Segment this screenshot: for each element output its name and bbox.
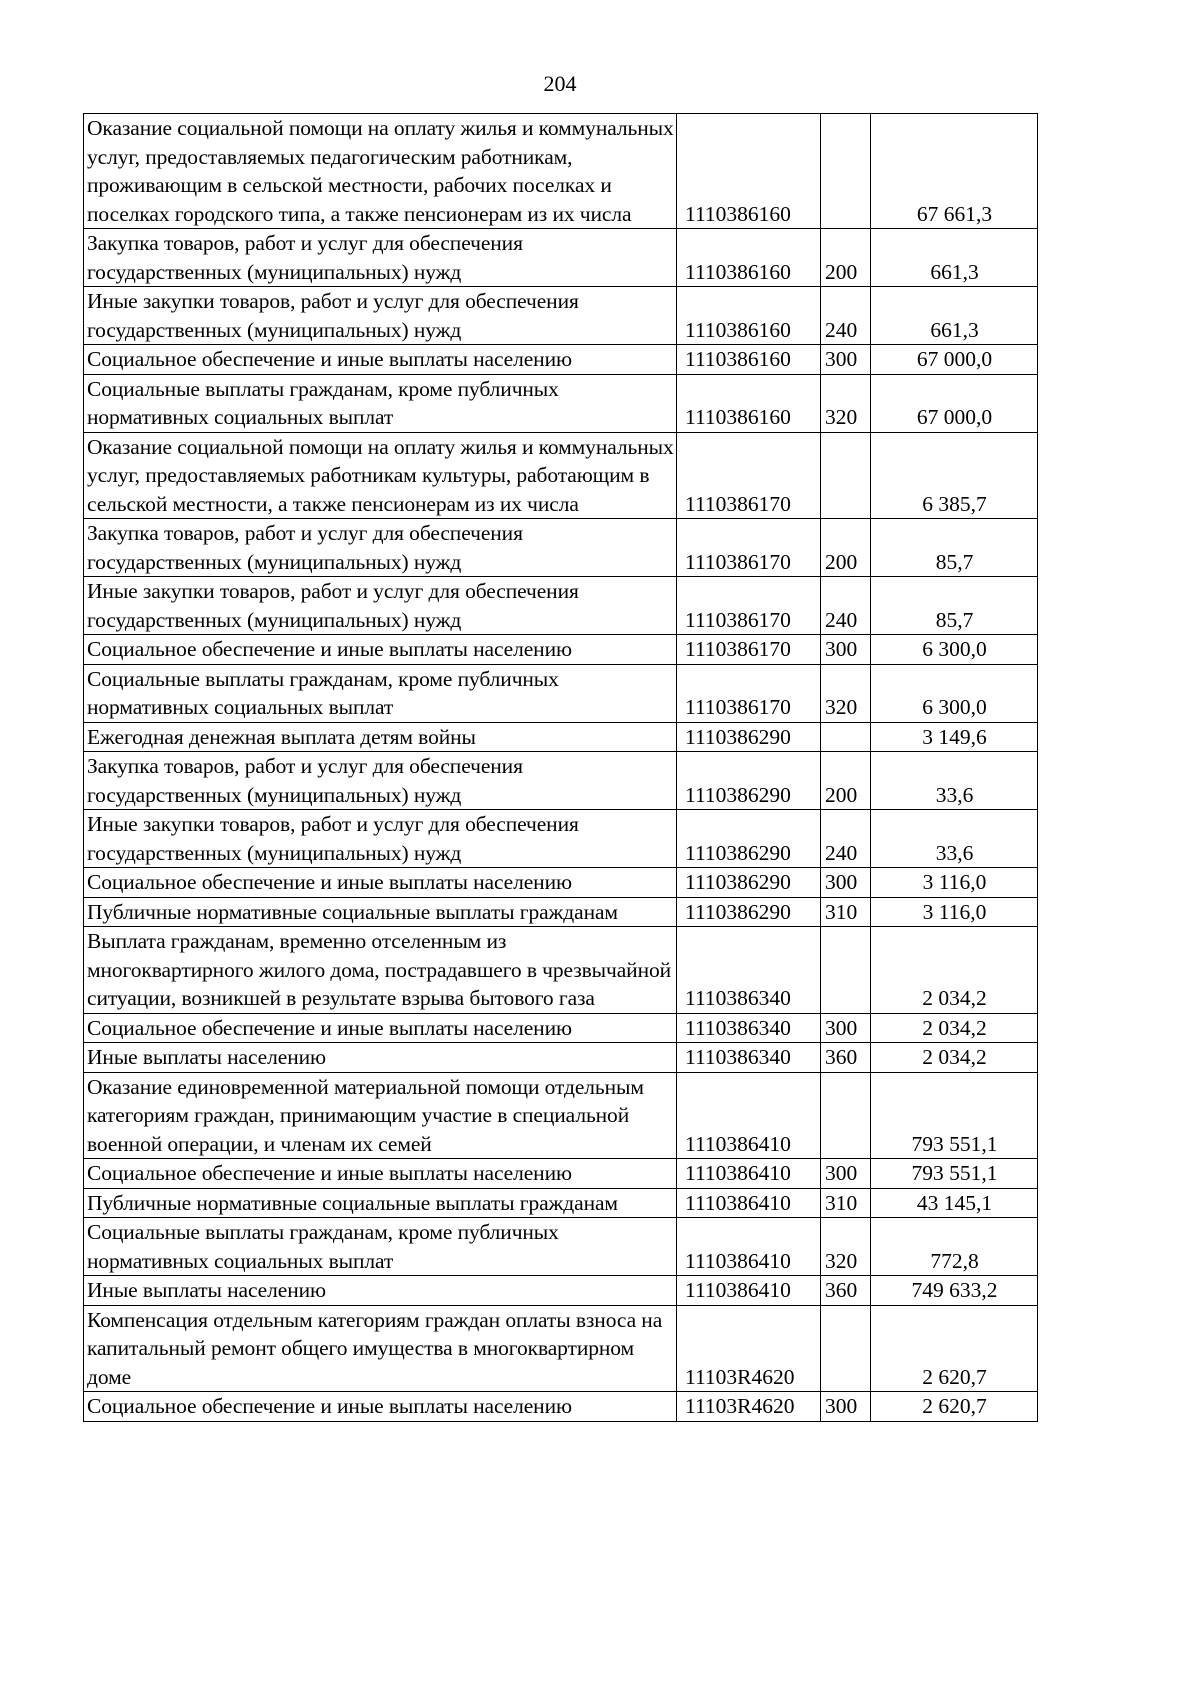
table-row	[84, 345, 1038, 375]
expense-name-cell: Оказание социальной помощи на оплату жилья и коммунальных услуг, предоставляемых работникам культуры, работающим в сельской местности, а также пенсионерам из их числа	[84, 432, 677, 519]
amount-cell: 2 620,7	[871, 1392, 1038, 1422]
target-article-code-cell: 1110386160	[677, 374, 821, 432]
expense-name-cell: Закупка товаров, работ и услуг для обеспечения государственных (муниципальных) нужд	[84, 229, 677, 287]
expense-type-code-cell: 300	[821, 1159, 871, 1189]
expense-name-cell: Иные закупки товаров, работ и услуг для обеспечения государственных (муниципальных) нужд	[84, 810, 677, 868]
expense-type-code-cell	[821, 114, 871, 229]
target-article-code-cell: 11103R4620	[677, 1305, 821, 1392]
table-row	[84, 1043, 1038, 1073]
expense-name-cell: Иные закупки товаров, работ и услуг для обеспечения государственных (муниципальных) нужд	[84, 287, 677, 345]
amount-cell: 3 116,0	[871, 868, 1038, 898]
target-article-code-cell: 1110386290	[677, 752, 821, 810]
budget-table-body	[84, 114, 1038, 1422]
target-article-code-cell: 1110386160	[677, 114, 821, 229]
expense-name-cell: Социальное обеспечение и иные выплаты населению	[84, 345, 677, 375]
expense-type-code-cell: 200	[821, 752, 871, 810]
table-row	[84, 432, 1038, 519]
table-row	[84, 868, 1038, 898]
target-article-code-cell: 1110386160	[677, 345, 821, 375]
expense-name-cell: Социальное обеспечение и иные выплаты населению	[84, 1392, 677, 1422]
table-row	[84, 229, 1038, 287]
expense-type-code-cell: 300	[821, 1013, 871, 1043]
expense-type-code-cell: 300	[821, 868, 871, 898]
expense-type-code-cell: 200	[821, 519, 871, 577]
expense-type-code-cell: 200	[821, 229, 871, 287]
expense-type-code-cell	[821, 927, 871, 1014]
amount-cell: 85,7	[871, 519, 1038, 577]
table-row	[84, 287, 1038, 345]
expense-name-cell: Социальное обеспечение и иные выплаты населению	[84, 1159, 677, 1189]
expense-type-code-cell: 360	[821, 1043, 871, 1073]
table-row	[84, 519, 1038, 577]
target-article-code-cell: 1110386160	[677, 229, 821, 287]
amount-cell: 2 620,7	[871, 1305, 1038, 1392]
table-row	[84, 722, 1038, 752]
amount-cell: 793 551,1	[871, 1072, 1038, 1159]
table-row	[84, 810, 1038, 868]
expense-name-cell: Оказание социальной помощи на оплату жилья и коммунальных услуг, предоставляемых педагогическим работникам, проживающим в сельской местности, рабочих поселках и поселках городского типа, а также пенсионерам из их числа	[84, 114, 677, 229]
target-article-code-cell: 1110386160	[677, 287, 821, 345]
table-row	[84, 897, 1038, 927]
expense-name-cell: Социальные выплаты гражданам, кроме публичных нормативных социальных выплат	[84, 374, 677, 432]
amount-cell: 2 034,2	[871, 1013, 1038, 1043]
expense-type-code-cell: 240	[821, 287, 871, 345]
target-article-code-cell: 1110386410	[677, 1159, 821, 1189]
expense-type-code-cell: 300	[821, 1392, 871, 1422]
table-row	[84, 1218, 1038, 1276]
target-article-code-cell: 11103R4620	[677, 1392, 821, 1422]
target-article-code-cell: 1110386290	[677, 897, 821, 927]
target-article-code-cell: 1110386410	[677, 1188, 821, 1218]
expense-type-code-cell: 320	[821, 1218, 871, 1276]
amount-cell: 43 145,1	[871, 1188, 1038, 1218]
expense-name-cell: Социальные выплаты гражданам, кроме публичных нормативных социальных выплат	[84, 1218, 677, 1276]
expense-name-cell: Компенсация отдельным категориям граждан оплаты взноса на капитальный ремонт общего имущества в многоквартирном доме	[84, 1305, 677, 1392]
target-article-code-cell: 1110386170	[677, 664, 821, 722]
amount-cell: 67 000,0	[871, 374, 1038, 432]
expense-name-cell: Выплата гражданам, временно отселенным из многоквартирного жилого дома, пострадавшего в чрезвычайной ситуации, возникшей в результате взрыва бытового газа	[84, 927, 677, 1014]
table-row	[84, 752, 1038, 810]
expense-name-cell: Публичные нормативные социальные выплаты гражданам	[84, 897, 677, 927]
table-row	[84, 1276, 1038, 1306]
expense-name-cell: Ежегодная денежная выплата детям войны	[84, 722, 677, 752]
table-row	[84, 927, 1038, 1014]
amount-cell: 85,7	[871, 577, 1038, 635]
amount-cell: 33,6	[871, 810, 1038, 868]
table-row	[84, 635, 1038, 665]
page-number: 204	[543, 71, 577, 96]
target-article-code-cell: 1110386410	[677, 1276, 821, 1306]
amount-cell: 2 034,2	[871, 1043, 1038, 1073]
table-row	[84, 1305, 1038, 1392]
expense-type-code-cell	[821, 1305, 871, 1392]
expense-type-code-cell	[821, 432, 871, 519]
expense-type-code-cell: 310	[821, 1188, 871, 1218]
amount-cell: 6 300,0	[871, 664, 1038, 722]
expense-type-code-cell: 300	[821, 345, 871, 375]
expense-name-cell: Закупка товаров, работ и услуг для обеспечения государственных (муниципальных) нужд	[84, 519, 677, 577]
target-article-code-cell: 1110386340	[677, 1013, 821, 1043]
expense-name-cell: Иные выплаты населению	[84, 1276, 677, 1306]
expense-type-code-cell: 240	[821, 577, 871, 635]
amount-cell: 661,3	[871, 229, 1038, 287]
target-article-code-cell: 1110386170	[677, 519, 821, 577]
expense-type-code-cell	[821, 722, 871, 752]
table-row	[84, 577, 1038, 635]
target-article-code-cell: 1110386340	[677, 1043, 821, 1073]
table-row	[84, 1392, 1038, 1422]
expense-name-cell: Иные закупки товаров, работ и услуг для обеспечения государственных (муниципальных) нужд	[84, 577, 677, 635]
target-article-code-cell: 1110386170	[677, 432, 821, 519]
expense-name-cell: Закупка товаров, работ и услуг для обеспечения государственных (муниципальных) нужд	[84, 752, 677, 810]
expense-name-cell: Иные выплаты населению	[84, 1043, 677, 1073]
expense-type-code-cell: 310	[821, 897, 871, 927]
amount-cell: 67 000,0	[871, 345, 1038, 375]
amount-cell: 6 300,0	[871, 635, 1038, 665]
amount-cell: 33,6	[871, 752, 1038, 810]
expense-type-code-cell: 320	[821, 664, 871, 722]
expense-type-code-cell	[821, 1072, 871, 1159]
table-row	[84, 1159, 1038, 1189]
expense-name-cell: Социальные выплаты гражданам, кроме публичных нормативных социальных выплат	[84, 664, 677, 722]
expense-name-cell: Социальное обеспечение и иные выплаты населению	[84, 635, 677, 665]
target-article-code-cell: 1110386410	[677, 1218, 821, 1276]
amount-cell: 661,3	[871, 287, 1038, 345]
amount-cell: 3 116,0	[871, 897, 1038, 927]
amount-cell: 749 633,2	[871, 1276, 1038, 1306]
target-article-code-cell: 1110386410	[677, 1072, 821, 1159]
expense-name-cell: Социальное обеспечение и иные выплаты населению	[84, 1013, 677, 1043]
amount-cell: 772,8	[871, 1218, 1038, 1276]
target-article-code-cell: 1110386170	[677, 577, 821, 635]
target-article-code-cell: 1110386340	[677, 927, 821, 1014]
expense-name-cell: Публичные нормативные социальные выплаты гражданам	[84, 1188, 677, 1218]
table-row	[84, 114, 1038, 229]
target-article-code-cell: 1110386290	[677, 722, 821, 752]
amount-cell: 6 385,7	[871, 432, 1038, 519]
table-row	[84, 1013, 1038, 1043]
amount-cell: 2 034,2	[871, 927, 1038, 1014]
expense-name-cell: Оказание единовременной материальной помощи отдельным категориям граждан, принимающим участие в специальной военной операции, и членам их семей	[84, 1072, 677, 1159]
target-article-code-cell: 1110386290	[677, 810, 821, 868]
expense-type-code-cell: 320	[821, 374, 871, 432]
table-row	[84, 664, 1038, 722]
expense-type-code-cell: 300	[821, 635, 871, 665]
amount-cell: 793 551,1	[871, 1159, 1038, 1189]
table-row	[84, 374, 1038, 432]
table-row	[84, 1188, 1038, 1218]
table-row	[84, 1072, 1038, 1159]
target-article-code-cell: 1110386170	[677, 635, 821, 665]
expense-name-cell: Социальное обеспечение и иные выплаты населению	[84, 868, 677, 898]
expense-type-code-cell: 360	[821, 1276, 871, 1306]
expense-type-code-cell: 240	[821, 810, 871, 868]
budget-table	[83, 113, 1038, 1422]
amount-cell: 3 149,6	[871, 722, 1038, 752]
target-article-code-cell: 1110386290	[677, 868, 821, 898]
amount-cell: 67 661,3	[871, 114, 1038, 229]
